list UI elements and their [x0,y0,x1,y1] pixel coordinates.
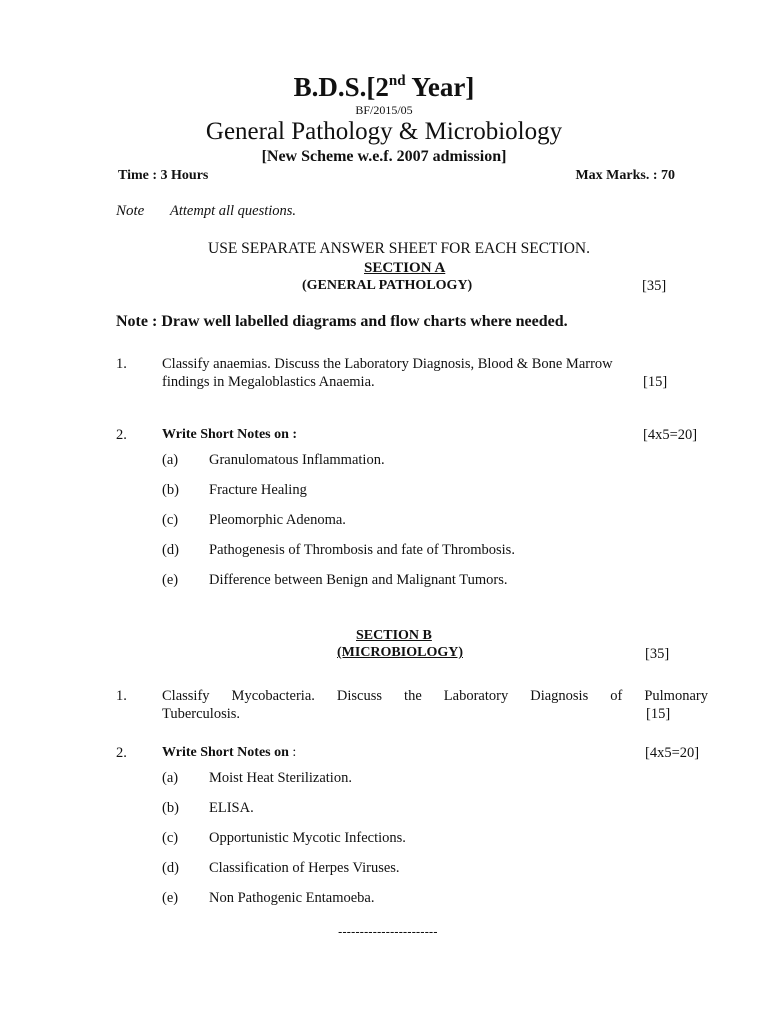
scheme-note: [New Scheme w.e.f. 2007 admission] [261,148,507,165]
note-text: Attempt all questions. [170,203,297,219]
word: Laboratory [443,688,509,704]
section-b-q2-item-letter: (b) [162,800,179,816]
section-b-q2-item-text: Classification of Herpes Viruses. [209,860,400,876]
section-b-q1-line1 [162,688,708,705]
section-a-title: SECTION A [364,260,446,276]
section-b-q2-item-letter: (e) [162,890,179,906]
word: Classify [162,688,210,704]
section-b-subtitle: (MICROBIOLOGY) [337,645,463,660]
section-a-marks: [35] [642,278,667,294]
section-a-q2-item-letter: (b) [162,482,179,498]
section-b-q2-item-letter: (c) [162,830,179,846]
section-b-q2-item-text: ELISA. [209,800,254,816]
word: Pulmonary [644,688,708,704]
degree-title: B.D.S.[2nd Year] [293,72,475,102]
section-a-q2-item-letter: (e) [162,572,179,588]
section-a-q2-item-text: Pleomorphic Adenoma. [209,512,346,528]
time-label: Time : 3 Hours [118,168,209,183]
word: of [610,688,623,704]
section-b-q2-item-text: Moist Heat Sterilization. [209,770,352,786]
section-b-q2-marks: [4x5=20] [645,745,700,761]
subject-title: General Pathology & Microbiology [205,118,563,145]
word: Diagnosis [530,688,589,704]
section-a-q2-item-text: Granulomatous Inflammation. [209,452,385,468]
section-a-q2-number: 2. [116,427,127,443]
section-b-q2-number: 2. [116,745,127,761]
section-b-q2-item-letter: (a) [162,770,179,786]
section-b-q1-marks: [15] [646,706,671,722]
section-b-q2-item-text: Opportunistic Mycotic Infections. [209,830,406,846]
section-b-title: SECTION B [356,628,432,643]
section-a-q2-item-letter: (d) [162,542,179,558]
word: Mycobacteria. [231,688,315,704]
max-marks-label: Max Marks. : 70 [575,168,675,183]
section-b-marks: [35] [645,646,670,662]
section-b-q2-item-text: Non Pathogenic Entamoeba. [209,890,375,906]
separate-sheet-instruction: USE SEPARATE ANSWER SHEET FOR EACH SECTION. [208,240,590,257]
section-b-q2-item-letter: (d) [162,860,179,876]
end-of-paper-line: ----------------------- [338,924,438,939]
section-a-q2-item-text: Pathogenesis of Thrombosis and fate of Thrombosis. [209,542,515,558]
section-b-q2-label-tail: : [288,745,297,760]
section-a-q1-marks: [15] [643,374,668,390]
section-a-q2-item-text: Fracture Healing [209,482,307,498]
section-a-q2-item-letter: (a) [162,452,179,468]
section-a-subtitle: (GENERAL PATHOLOGY) [302,278,473,293]
word: Discuss [336,688,383,704]
section-b-q1-line2: Tuberculosis. [162,706,241,722]
note-label: Note [116,203,145,219]
section-a-note: Note : Draw well labelled diagrams and flow charts where needed. [116,313,568,330]
section-a-q2-item-text: Difference between Benign and Malignant Tumors. [209,572,508,588]
section-b-q2-label: Write Short Notes on [162,745,289,760]
section-a-q1-number: 1. [116,356,127,372]
word: the [404,688,422,704]
section-a-q1-line1: Classify anaemias. Discuss the Laboratory Diagnosis, Blood & Bone Marrow [162,356,613,372]
section-a-q2-item-letter: (c) [162,512,179,528]
section-a-q2-label: Write Short Notes on : [162,427,298,442]
section-b-q1-number: 1. [116,688,127,704]
section-a-q1-line2: findings in Megaloblastics Anaemia. [162,374,375,390]
paper-code: BF/2015/05 [355,103,413,117]
section-b-q2-label-wrap [162,745,296,761]
section-a-q2-marks: [4x5=20] [643,427,698,443]
